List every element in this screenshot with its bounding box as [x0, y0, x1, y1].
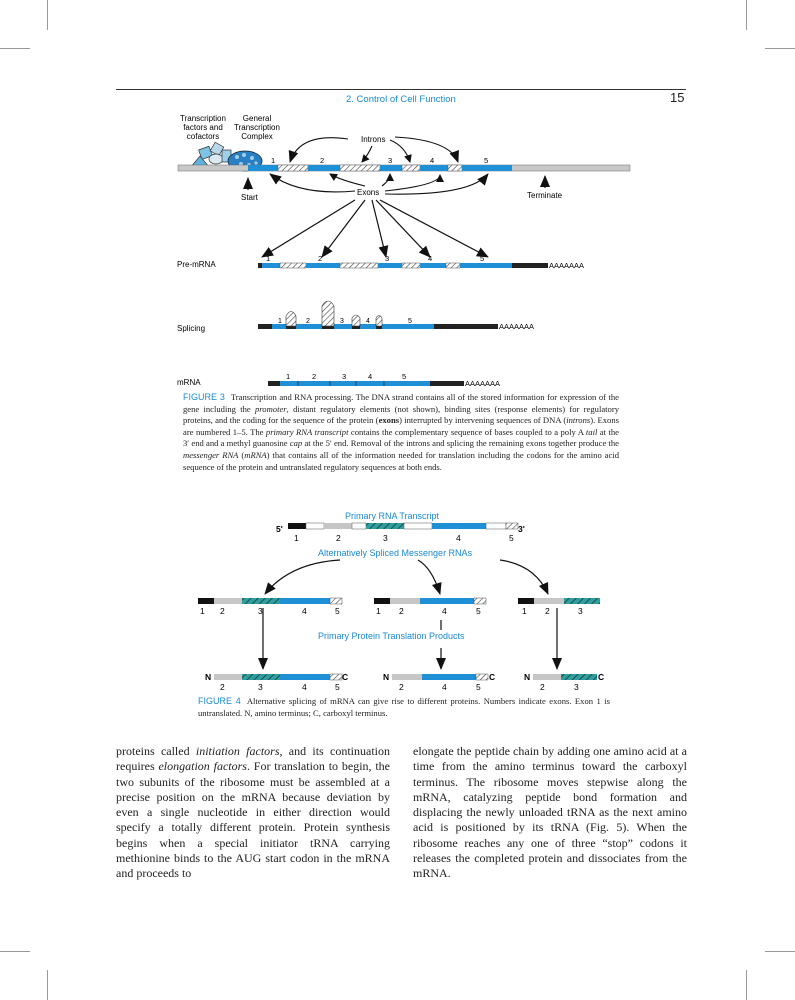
splicing-polya: AAAAAAA — [499, 322, 535, 331]
general-complex-label: Complex — [241, 132, 273, 141]
pre-mrna-exon-number: 5 — [480, 254, 485, 263]
introns-label: Introns — [361, 135, 386, 144]
pre-mrna-exon-number: 4 — [428, 254, 433, 263]
caption-text: ) that contains all of the information needed for translation including the codons for the amino acid sequence of the protein and untranslated regulatory sequences at both ends. — [183, 449, 619, 472]
mrna-exon-number: 1 — [286, 372, 291, 381]
figure4-label: FIGURE 4 — [198, 696, 241, 706]
caption-term: promoter — [254, 403, 287, 414]
general-complex-label: Transcription — [234, 123, 280, 132]
figure4-diagram — [198, 511, 604, 692]
c-terminus-label: C — [342, 672, 349, 682]
c-terminus-label: C — [489, 672, 496, 682]
dna-exon-number: 1 — [271, 156, 276, 165]
caption-text: at the 3′ end and a methyl guanosine — [183, 426, 619, 449]
mrna2-exon-number: 4 — [442, 606, 447, 616]
exons-label: Exons — [357, 188, 380, 197]
caption-text: ). Exons are numbered 1–5. The — [183, 415, 619, 437]
protein1-exon-number: 3 — [258, 682, 263, 692]
mrna3-exon-number: 3 — [578, 606, 583, 616]
protein1-exon-number: 5 — [335, 682, 340, 692]
transcript-exon-number: 3 — [383, 533, 388, 543]
mrna1-exon-number: 5 — [335, 606, 340, 616]
splicing-exon-number: 4 — [366, 318, 370, 325]
transcription-factors-label: cofactors — [186, 132, 220, 141]
caption-term: primary RNA transcript — [265, 426, 349, 437]
protein2-exon-number: 4 — [442, 682, 447, 692]
splicing-exon-number: 1 — [278, 318, 282, 325]
transcript-exon-number: 2 — [336, 533, 341, 543]
figure3-caption — [183, 392, 619, 473]
mrna2-exon-number: 1 — [376, 606, 381, 616]
body-term: elongation factors — [158, 759, 247, 774]
page-number: 15 — [670, 90, 685, 105]
protein2-exon-number: 5 — [476, 682, 481, 692]
caption-text: ( — [238, 449, 245, 460]
mrna-exon-number: 4 — [368, 372, 373, 381]
mrna-polya: AAAAAAA — [465, 379, 501, 388]
body-column-right — [413, 744, 687, 882]
pre-mrna-label: Pre-mRNA — [177, 260, 216, 269]
mrna2-exon-number: 2 — [399, 606, 404, 616]
figure4-caption — [198, 696, 610, 719]
n-terminus-label: N — [524, 672, 531, 682]
mrna-exon-number: 2 — [312, 372, 317, 381]
body-paragraph: elongate the peptide chain by adding one amino acid at a time from the amino terminus toward the carboxyl terminus. The ribosome moves stepwise along the mRNA, catalyzing peptide bond formation and displacing the newly unloaded tRNA as the next amino acid is positioned by its tRNA (Fig. 5). When the ribosome reaches any one of three “stop” codons it releases the completed protein and dissociates from the mRNA. — [413, 744, 687, 881]
mrna-exon-number: 5 — [402, 372, 407, 381]
caption-term: messenger RNA — [183, 449, 239, 460]
dna-exon-number: 2 — [320, 156, 325, 165]
mrna1-exon-number: 4 — [302, 606, 307, 616]
caption-term: tail — [585, 426, 598, 437]
caption-text: contains the complementary sequence of bases coupled to a poly A — [348, 426, 586, 437]
terminate-label: Terminate — [527, 191, 563, 200]
mrna2-exon-number: 5 — [476, 606, 481, 616]
caption-term: mRNA — [244, 449, 267, 460]
body-text: proteins called — [116, 744, 196, 758]
caption-text: Transcription and RNA processing. The DNA strand contains all of the stored information for expression of the gene including the — [183, 392, 619, 414]
figure3-diagram — [177, 114, 630, 388]
protein-products-label: Primary Protein Translation Products — [318, 631, 465, 641]
caption-text: Alternative splicing of mRNA can give rise to different proteins. Numbers indicate exons. Exon 1 is untranslated. N, amino terminus; C, carboxyl terminus. — [198, 696, 610, 718]
caption-term: exons — [378, 415, 400, 426]
mrna-label: mRNA — [177, 378, 201, 387]
pre-mrna-exon-number: 3 — [385, 254, 390, 263]
protein3-exon-number: 2 — [540, 682, 545, 692]
transcript-exon-number: 5 — [509, 533, 514, 543]
protein1-exon-number: 4 — [302, 682, 307, 692]
figure3-label: FIGURE 3 — [183, 392, 225, 402]
general-complex-label: General — [242, 114, 272, 123]
splicing-exon-number: 2 — [306, 318, 310, 325]
five-prime-label: 5' — [276, 524, 283, 534]
caption-term: cap — [289, 438, 303, 449]
transcript-exon-number: 4 — [456, 533, 461, 543]
dna-exon-number: 5 — [484, 156, 489, 165]
mrna1-exon-number: 2 — [220, 606, 225, 616]
caption-term: introns — [566, 415, 591, 426]
body-text: , and its continuation requires — [116, 744, 390, 774]
three-prime-label: 3' — [518, 524, 525, 534]
splicing-label: Splicing — [177, 324, 206, 333]
n-terminus-label: N — [205, 672, 212, 682]
body-term: initiation factors — [195, 744, 280, 758]
mrna-exon-number: 3 — [342, 372, 347, 381]
body-column-left — [116, 744, 390, 882]
protein3-exon-number: 3 — [574, 682, 579, 692]
splicing-exon-number: 5 — [408, 318, 412, 325]
dna-exon-number: 3 — [388, 156, 393, 165]
mrna1-exon-number: 3 — [258, 606, 263, 616]
n-terminus-label: N — [383, 672, 390, 682]
body-text: . For translation to begin, the two subunits of the ribosome must be assembled at a precise position on the mRNA because deviation by even a single nucleotide in either direction would specify a totally different protein. Protein synthesis begins when a special initiator tRNA carrying methionine binds to the AUG start codon in the mRNA and proceeds to — [116, 759, 390, 881]
caption-text: ) interrupted by intervening sequences of DNA ( — [399, 415, 567, 426]
c-terminus-label: C — [598, 672, 605, 682]
mrna1-exon-number: 1 — [200, 606, 205, 616]
transcription-factors-label: Transcription — [180, 114, 226, 123]
splicing-exon-number: 3 — [340, 318, 344, 325]
protein2-exon-number: 2 — [399, 682, 404, 692]
transcription-factors-label: factors and — [183, 123, 223, 132]
pre-mrna-polya: AAAAAAA — [549, 261, 585, 270]
mrna3-exon-number: 2 — [545, 606, 550, 616]
start-label: Start — [241, 193, 258, 202]
transcript-exon-number: 1 — [294, 533, 299, 543]
pre-mrna-exon-number: 1 — [266, 254, 271, 263]
dna-exon-number: 4 — [430, 156, 435, 165]
caption-text: at the 5′ end. Removal of the introns and splicing the remaining exons together produce the — [302, 438, 619, 449]
pre-mrna-exon-number: 2 — [318, 254, 323, 263]
primary-transcript-label: Primary RNA Transcript — [345, 511, 440, 521]
caption-text: , distant regulatory elements (not shown), binding sites (response elements) for regulatory proteins, and the coding for the sequence of the protein ( — [183, 403, 619, 426]
protein1-exon-number: 2 — [220, 682, 225, 692]
running-title: 2. Control of Cell Function — [346, 94, 456, 105]
body-paragraph — [116, 744, 390, 882]
mrna3-exon-number: 1 — [522, 606, 527, 616]
alt-spliced-label: Alternatively Spliced Messenger RNAs — [318, 548, 473, 558]
